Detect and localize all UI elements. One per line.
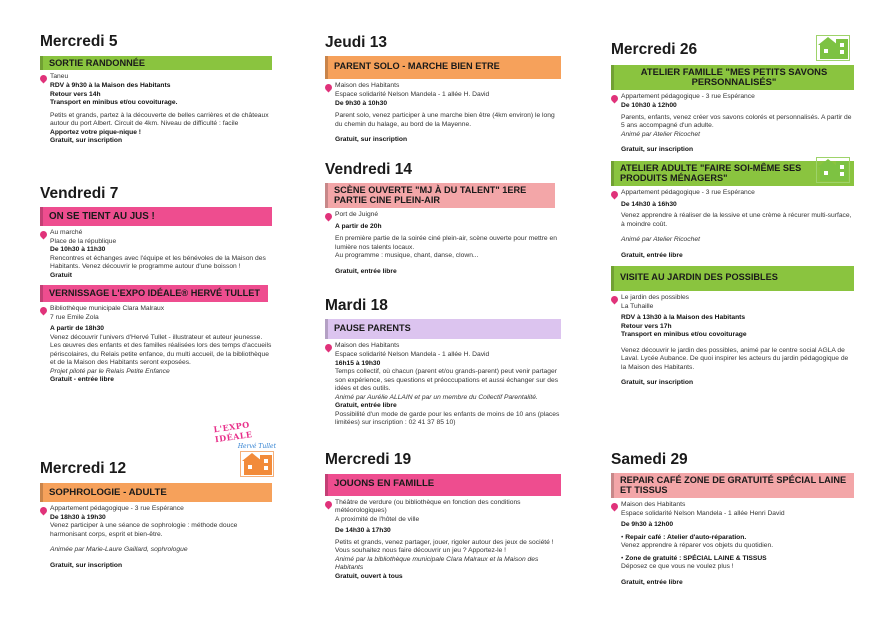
event-mercredi-26 xyxy=(611,42,854,388)
description: Venez découvrir l'univers d'Hervé Tullet - illustrateur et auteur jeunesse. Les œuvres des enfants et des familles réalisées lors des temps d'accueils périscolaires, du Relais petite enfance, du multi accueil, de la bibliothèque et de la Maison des Habitants seront exposées. xyxy=(50,333,272,367)
time: De 14h30 à 17h30 xyxy=(335,527,391,535)
animator: Animé par Atelier Ricochet xyxy=(621,236,700,244)
address: Espace solidarité Nelson Mandela - 1 allée H. David xyxy=(335,351,490,359)
repair-desc: Venez apprendre à réparer vos objets du quotidien. xyxy=(621,542,774,550)
day-heading: Mercredi 19 xyxy=(325,451,412,468)
place: La Tuhaille xyxy=(621,302,654,310)
price: Gratuit, sur inscription xyxy=(621,146,694,154)
event-title-bar: JOUONS EN FAMILLE xyxy=(325,474,561,496)
day-heading: Mardi 18 xyxy=(325,297,388,314)
location xyxy=(325,82,561,91)
location-text: Appartement pédagogique - 3 rue Espérance xyxy=(621,93,755,101)
zone-title: Zone de gratuité : SPÉCIAL LAINE & TISSUS xyxy=(625,554,767,562)
location-text: Taneu xyxy=(50,73,69,81)
event-title-bar: SCÈNE OUVERTE "MJ À DU TALENT" 1ERE PARTIE CINE PLEIN-AIR xyxy=(325,183,555,208)
transport: Transport en minibus et/ou covoiturage. xyxy=(50,99,178,107)
location xyxy=(40,73,272,82)
event-title-bar: SOPHROLOGIE - ADULTE xyxy=(40,483,272,502)
time: De 9h30 à 12h00 xyxy=(621,521,674,529)
price: Gratuit, sur inscription xyxy=(621,379,694,387)
location-3 xyxy=(611,294,854,303)
zone-desc: Déposez ce que vous ne voulez plus ! xyxy=(621,563,734,571)
event-samedi-29 xyxy=(611,452,854,587)
event-mercredi-12 xyxy=(40,461,272,570)
location-text: Appartement pédagogique - 3 rue Espérance xyxy=(621,188,755,196)
description: Temps collectif, où chacun (parent et/ou grands-parent) peut venir partager son expérience, ses questions et préoccupations et aussi échanger sur des idées et des outils. xyxy=(335,368,559,393)
day-heading: Samedi 29 xyxy=(611,451,688,468)
location-text: Maison des Habitants xyxy=(621,500,686,508)
description: Venez apprendre à réaliser de la lessive et une crème à récurer multi-surface, à moindre coût. xyxy=(621,212,852,228)
location xyxy=(40,229,272,238)
address: Espace solidarité Nelson Mandela - 1 allée H. David xyxy=(335,91,490,99)
address: Espace solidarité Nelson Mandela - 1 allée Henri David xyxy=(621,509,785,517)
description: Parents, enfants, venez créer vos savons colorés et personnalisés. A partir de 5 ans accompagné d'un adulte. xyxy=(621,113,852,130)
price: Gratuit, sur inscription xyxy=(335,136,408,144)
time: De 9h30 à 10h30 xyxy=(335,99,388,107)
day-heading: Vendredi 14 xyxy=(325,161,413,178)
rdv: RDV à 13h30 à la Maison des Habitants xyxy=(621,314,746,322)
time: De 10h30 à 12h00 xyxy=(621,102,677,110)
location-pin-icon xyxy=(324,499,334,509)
location xyxy=(325,211,561,220)
location xyxy=(325,342,561,351)
event-title-bar: SORTIE RANDONNÉE xyxy=(40,56,272,71)
logo-text: L'EXPO IDÉALE xyxy=(212,419,254,445)
time: De 14h30 à 16h30 xyxy=(621,200,677,208)
logo-subtext: Hervé Tullet xyxy=(237,443,276,450)
location xyxy=(325,499,561,516)
day-heading: Mercredi 5 xyxy=(40,33,118,50)
animator: Animé par la bibliothèque municipale Clara Malraux et la Maison des Habitants xyxy=(335,555,539,572)
location-text: Maison des Habitants xyxy=(335,342,400,350)
event-mercredi-19 xyxy=(325,452,561,581)
project: Projet piloté par le Relais Petite Enfance xyxy=(50,367,170,375)
price: Gratuit - entrée libre xyxy=(50,376,114,384)
location-text: Bibliothèque municipale Clara Malraux xyxy=(50,304,165,312)
location-pin-icon xyxy=(324,211,334,221)
event-mercredi-5 xyxy=(40,34,272,146)
event-title-bar: PARENT SOLO - MARCHE BIEN ETRE xyxy=(325,56,561,80)
day-heading: Mercredi 26 xyxy=(611,41,698,58)
day-heading: Mercredi 12 xyxy=(40,460,127,477)
picnic: Apportez votre pique-nique ! xyxy=(50,128,142,136)
location-text: Port de Juigné xyxy=(335,210,379,218)
animator: Animé par Aurélie ALLAIN et par un membre du Collectif Parentalité. xyxy=(335,393,538,401)
location-text: Maison des Habitants xyxy=(335,82,400,90)
price: Gratuit, entrée libre xyxy=(335,267,397,275)
program: Au programme : musique, chant, danse, clown... xyxy=(335,252,479,260)
place: Place de la république xyxy=(50,237,117,245)
childcare: Possibilité d'un mode de garde pour les enfants de moins de 10 ans (places limitées) sur inscription : 02 41 37 85 10) xyxy=(335,410,560,427)
bring: Vous souhaitez nous faire découvrir un jeu ? Apportez-le ! xyxy=(335,547,507,555)
description: En première partie de la soirée ciné plein-air, scène ouverte pour mettre en lumière nos talents locaux. xyxy=(335,235,557,251)
description: Petits et grands, partez à la découverte de belles carrières et de châteaux autour du port Albert. Circuit de 4km. Niveau de difficulté : facile xyxy=(50,111,269,128)
day-heading: Vendredi 7 xyxy=(40,185,119,202)
event-title-bar-atelier-adulte: ATELIER ADULTE "FAIRE SOI-MÊME SES PRODUITS MÉNAGERS" xyxy=(611,161,854,186)
location xyxy=(611,501,854,510)
animator: Animée par Marie-Laure Gaillard, sophrologue xyxy=(50,546,188,554)
event-vendredi-14 xyxy=(325,162,561,276)
price: Gratuit, sur inscription xyxy=(50,137,123,145)
event-title-bar: REPAIR CAFÉ ZONE DE GRATUITÉ SPÉCIAL LAINE ET TISSUS xyxy=(611,473,854,498)
description: Venez découvrir le jardin des possibles, animé par le centre social AGLA de Laval. Lycée Aubance. De quoi inspirer les acteurs du jardin pédagogique de la Maison des Habitants. xyxy=(621,346,849,371)
day-heading: Jeudi 13 xyxy=(325,34,388,51)
description: Rencontres et échanges avec l'équipe et les bénévoles de la Maison des Habitants. Venez découvrir le programme autour d'une boisson ! xyxy=(50,254,266,271)
house-icon-2 xyxy=(818,157,850,183)
event-title-bar-visite-jardin: VISITE AU JARDIN DES POSSIBLES xyxy=(611,266,854,291)
event-vendredi-7 xyxy=(40,186,272,385)
description: Venez participer à une séance de sophrologie : méthode douce harmonisant corps, esprit et bien-être. xyxy=(50,522,238,538)
time: 16h15 à 19h30 xyxy=(335,359,381,367)
event-title-bar: PAUSE PARENTS xyxy=(325,319,561,340)
transport: Transport en minibus et/ou covoiturage xyxy=(621,331,747,339)
house-icon-1 xyxy=(818,35,850,61)
location-text: Théâtre de verdure (ou bibliothèque en fonction des conditions météorologiques) xyxy=(335,498,521,515)
time: De 18h30 à 19h30 xyxy=(50,513,106,521)
animator: Animé par Atelier Ricochet xyxy=(621,130,700,138)
near: A proximité de l'hôtel de ville xyxy=(335,515,420,523)
event-mardi-18 xyxy=(325,298,561,428)
expo-ideale-logo xyxy=(214,420,276,448)
repair-title: Repair café : Atelier d'auto-réparation. xyxy=(625,533,747,541)
description: Parent solo, venez participer à une marche bien être (4km environ) le long du chemin du halage, au bord de la Mayenne. xyxy=(335,112,555,128)
address: 7 rue Emile Zola xyxy=(50,313,99,321)
time: A partir de 18h30 xyxy=(50,325,105,333)
event-title-bar: ATELIER FAMILLE "MES PETITS SAVONS PERSONNALISÉS" xyxy=(611,65,854,91)
location xyxy=(611,93,854,102)
price: Gratuit, ouvert à tous xyxy=(335,572,403,580)
event-jeudi-13 xyxy=(325,35,561,145)
time: De 10h30 à 11h30 xyxy=(50,246,106,254)
time: A partir de 20h xyxy=(335,222,382,230)
rdv: RDV à 9h30 à la Maison des Habitants xyxy=(50,82,171,90)
event-title-bar: ON SE TIENT AU JUS ! xyxy=(40,207,272,226)
retour: Retour vers 14h xyxy=(50,90,101,98)
zone-item: • Zone de gratuité : SPÉCIAL LAINE & TISSUS xyxy=(621,554,767,562)
location-text: Appartement pédagogique - 3 rue Espérance xyxy=(50,504,184,512)
event-title-bar-vernissage: VERNISSAGE L'EXPO IDÉALE® HERVÉ TULLET xyxy=(40,285,268,302)
location-2 xyxy=(40,305,272,314)
price: Gratuit, sur inscription xyxy=(50,561,123,569)
retour: Retour vers 17h xyxy=(621,322,672,330)
house-icon xyxy=(242,451,274,477)
repair-item: • Repair café : Atelier d'auto-réparation. xyxy=(621,533,747,541)
location-2 xyxy=(611,189,854,198)
location xyxy=(40,505,272,514)
price: Gratuit, entrée libre xyxy=(335,402,397,410)
description: Petits et grands, venez partager, jouer, rigoler autour des jeux de société ! xyxy=(335,538,554,546)
price: Gratuit, entrée libre xyxy=(621,578,683,586)
price: Gratuit, entrée libre xyxy=(621,251,683,259)
location-text: Au marché xyxy=(50,228,83,236)
price: Gratuit xyxy=(50,271,72,279)
location-pin-icon xyxy=(610,189,620,199)
location-text: Le jardin des possibles xyxy=(621,293,690,301)
